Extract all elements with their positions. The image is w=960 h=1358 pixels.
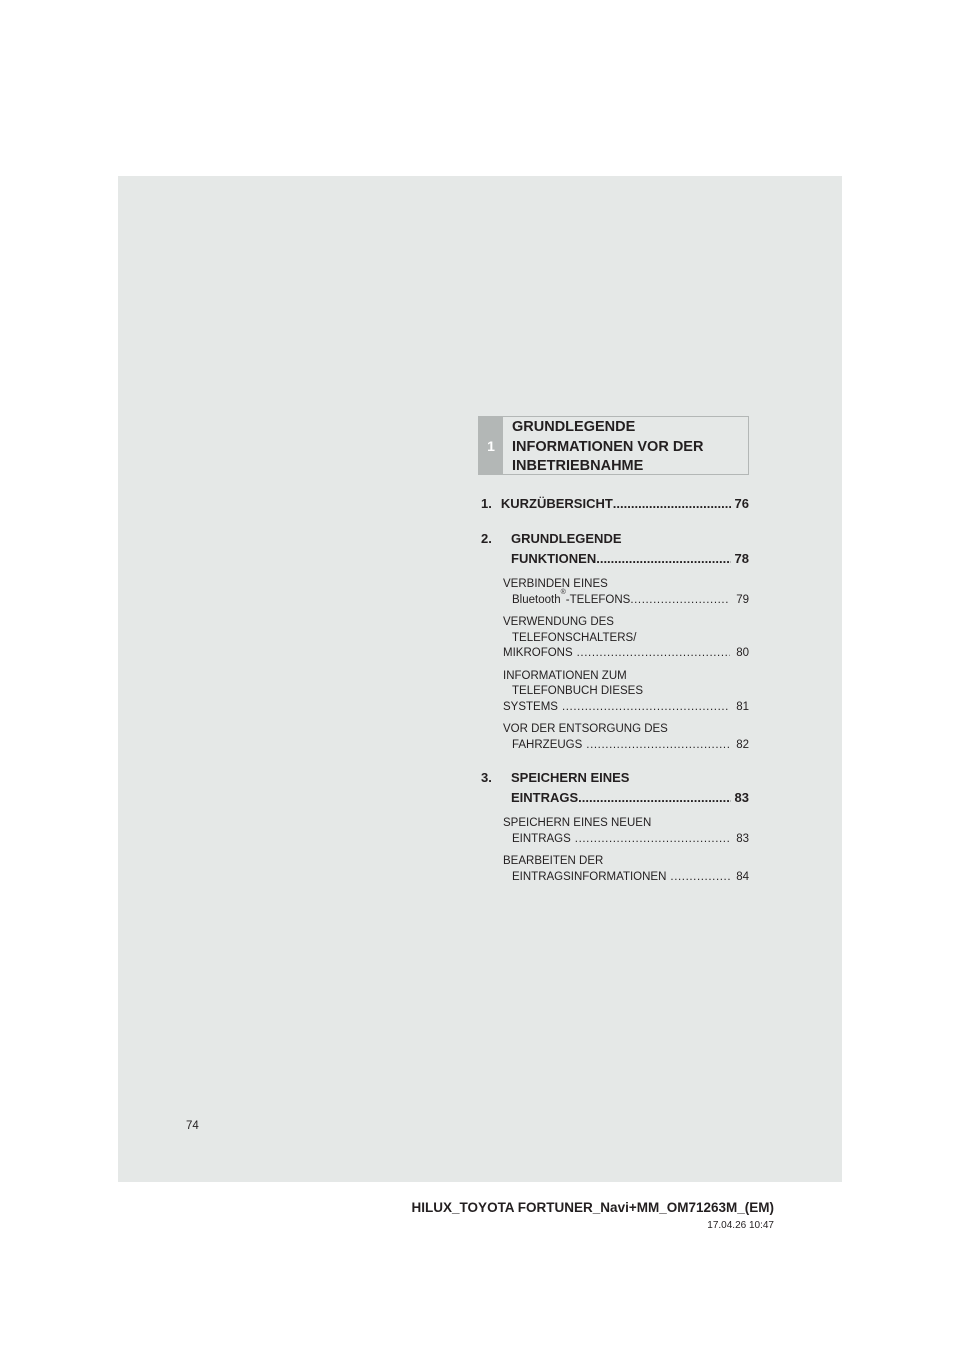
toc-page-number: 79 xyxy=(736,593,749,606)
chapter-header xyxy=(478,416,749,475)
toc-item-title: FAHRZEUGS xyxy=(512,738,583,751)
dot-leader xyxy=(596,549,730,569)
toc-item-title: EINTRAGS xyxy=(512,832,571,845)
toc-section-number: 2. xyxy=(481,531,492,546)
toc-section-number: 3. xyxy=(481,770,492,785)
toc-page-number: 76 xyxy=(734,496,749,511)
dot-leader xyxy=(573,646,731,662)
toc-page-number: 84 xyxy=(736,870,749,883)
toc-section-title: GRUNDLEGENDE xyxy=(511,531,622,546)
toc-section[interactable] xyxy=(481,768,749,808)
toc-page-number: 80 xyxy=(736,647,749,659)
toc-page-number: 83 xyxy=(736,832,749,845)
toc-item[interactable] xyxy=(481,816,749,847)
dot-leader xyxy=(666,870,730,886)
toc-section-title: FUNKTIONEN xyxy=(511,551,597,566)
toc-page-number: 81 xyxy=(736,700,749,713)
toc-item-title: VERWENDUNG DES xyxy=(503,616,614,628)
toc-item[interactable] xyxy=(481,577,749,608)
registered-mark: ® xyxy=(560,588,566,596)
toc-page-number: 82 xyxy=(736,738,749,751)
table-of-contents xyxy=(481,494,749,885)
toc-item-title: VERBINDEN EINES xyxy=(503,578,608,590)
dot-leader xyxy=(582,738,730,754)
dot-leader xyxy=(558,700,730,716)
toc-section-title: EINTRAGS xyxy=(511,790,579,805)
chapter-title xyxy=(512,418,747,477)
dot-leader xyxy=(578,788,730,808)
page-number: 74 xyxy=(186,1120,199,1132)
toc-section-title: KURZÜBERSICHT xyxy=(500,496,613,511)
toc-item[interactable] xyxy=(481,722,749,753)
toc-item-title: -TELEFONS xyxy=(565,593,631,606)
toc-item-title: INFORMATIONEN ZUM xyxy=(503,669,627,682)
toc-item-title: MIKROFONS xyxy=(503,647,573,659)
toc-item-title: Bluetooth xyxy=(512,593,561,606)
toc-section[interactable] xyxy=(481,529,749,569)
toc-page-number: 83 xyxy=(734,790,749,805)
toc-item-title: SPEICHERN EINES NEUEN xyxy=(503,817,652,829)
dot-leader xyxy=(571,832,730,848)
toc-item-title: TELEFONSCHALTERS/ xyxy=(512,631,637,644)
document-code: HILUX_TOYOTA FORTUNER_Navi+MM_OM71263M_(EM) xyxy=(411,1200,774,1215)
chapter-title-line: INBETRIEBNAHME xyxy=(512,458,644,474)
toc-item-title: SYSTEMS xyxy=(503,700,558,713)
toc-section-title: SPEICHERN EINES xyxy=(511,770,630,785)
dot-leader xyxy=(613,494,731,514)
toc-item-title: VOR DER ENTSORGUNG DES xyxy=(503,723,668,735)
dot-leader xyxy=(630,593,730,609)
toc-item-title: BEARBEITEN DER xyxy=(503,855,604,867)
print-timestamp: 17.04.26 10:47 xyxy=(707,1220,774,1231)
chapter-title-line: GRUNDLEGENDE xyxy=(512,419,636,435)
toc-item[interactable] xyxy=(481,615,749,662)
toc-section[interactable] xyxy=(481,494,749,514)
chapter-title-line: INFORMATIONEN VOR DER xyxy=(512,438,704,455)
toc-page-number: 78 xyxy=(734,551,749,566)
chapter-number: 1 xyxy=(479,417,503,474)
toc-item[interactable] xyxy=(481,669,749,716)
toc-item-title: TELEFONBUCH DIESES xyxy=(512,685,643,697)
toc-section-number: 1. xyxy=(481,496,492,511)
toc-item[interactable] xyxy=(481,854,749,885)
toc-item-title: EINTRAGSINFORMATIONEN xyxy=(512,870,667,883)
